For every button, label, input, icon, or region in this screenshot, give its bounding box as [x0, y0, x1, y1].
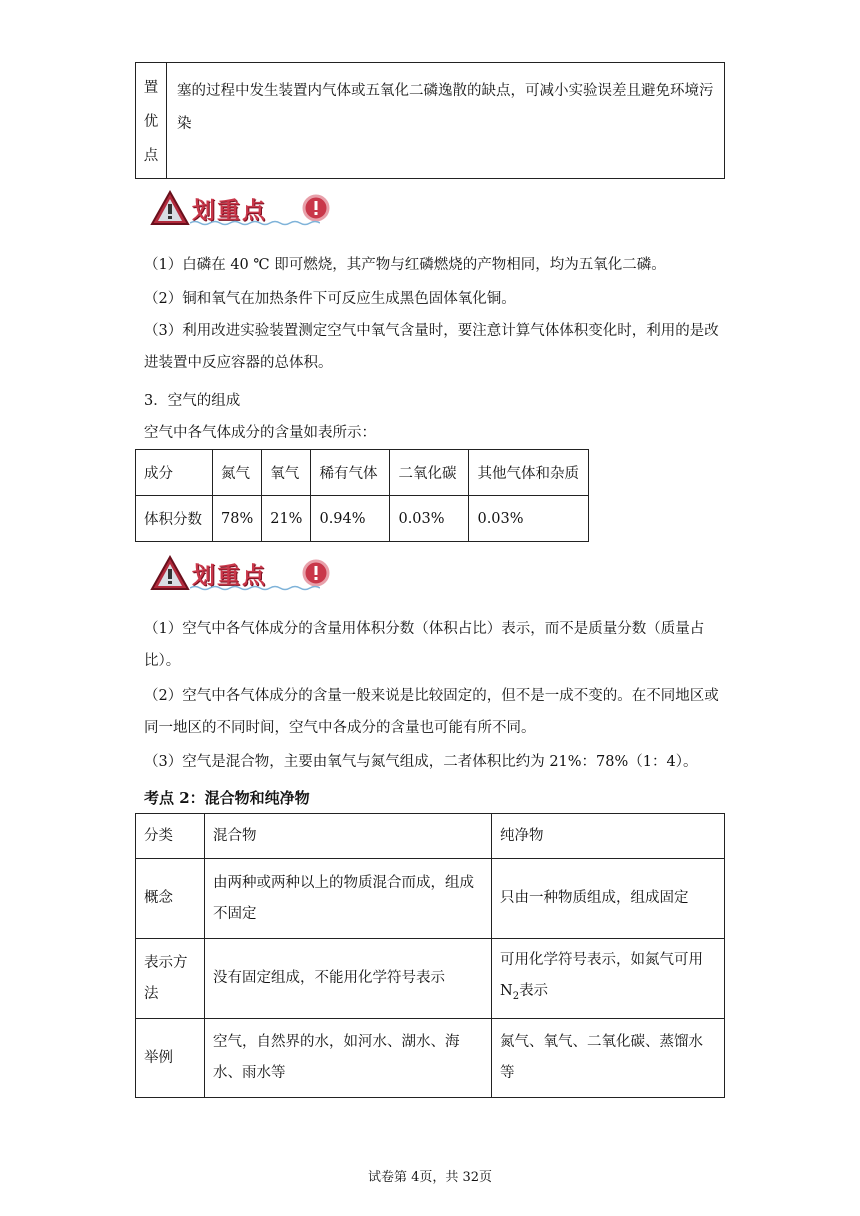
exclamation-icon [302, 559, 330, 587]
composition-table [135, 449, 589, 542]
label-char: 置 [143, 80, 159, 96]
table-row [136, 939, 725, 1019]
table-header: 混合物 [205, 814, 492, 859]
table-row [136, 859, 725, 939]
table-cell: 空气，自然界的水，如河水、湖水、海水、雨水等 [205, 1019, 492, 1098]
table-cell: 0.03% [390, 496, 469, 542]
note-item: （2）空气中各气体成分的含量一般来说是比较固定的，但不是一成不变的。在不同地区或同一地区的不同时间，空气中各成分的含量也可能有所不同。 [144, 688, 719, 736]
table-cell: 举例 [136, 1019, 205, 1098]
table-cell: 0.94% [311, 496, 390, 542]
table-cell: 0.03% [469, 496, 589, 542]
table-header: 分类 [136, 814, 205, 859]
table-cell: 概念 [136, 859, 205, 939]
section-intro: 空气中各气体成分的含量如表所示： [144, 425, 376, 441]
label-char: 优 [143, 114, 159, 130]
table-header: 氧气 [262, 450, 311, 496]
row-content: 塞的过程中发生装置内气体或五氧化二磷逸散的缺点，可减小实验误差且避免环境污染 [167, 63, 725, 179]
page-footer: 试卷第 4页，共 32页 [367, 1170, 493, 1185]
table-cell: 体积分数 [136, 496, 213, 542]
table-header: 纯净物 [492, 814, 725, 859]
table-row [136, 450, 589, 496]
row-label [136, 63, 167, 179]
table-header: 成分 [136, 450, 213, 496]
formula-subscript: 2 [512, 990, 520, 1002]
exclamation-icon [302, 194, 330, 222]
note-item: （3）利用改进实验装置测定空气中氧气含量时，要注意计算气体体积变化时，利用的是改进装置中反应容器的总体积。 [144, 323, 719, 371]
table-header: 其他气体和杂质 [469, 450, 589, 496]
cell-text: 表示 [519, 983, 549, 1000]
table-cell: 只由一种物质组成，组成固定 [492, 859, 725, 939]
table-header: 二氧化碳 [390, 450, 469, 496]
cell-text: 可用化学符号表示，如氮气可用 [500, 952, 703, 969]
banner-title: 划重点 [192, 563, 267, 589]
table-cell [492, 939, 725, 1019]
table-row [136, 814, 725, 859]
table-cell: 由两种或两种以上的物质混合而成，组成不固定 [205, 859, 492, 939]
note-item: （2）铜和氧气在加热条件下可反应生成黑色固体氧化铜。 [144, 291, 516, 307]
table-cell: 78% [213, 496, 262, 542]
wave-underline [190, 585, 320, 591]
key-point-banner [150, 190, 330, 228]
top-table [135, 62, 725, 179]
table-row [136, 1019, 725, 1098]
section-heading: 考点 2：混合物和纯净物 [144, 789, 310, 807]
table-header: 稀有气体 [311, 450, 390, 496]
chemical-formula: N [500, 983, 513, 1000]
mixture-table [135, 813, 725, 1098]
note-item: （1）空气中各气体成分的含量用体积分数（体积占比）表示，而不是质量分数（质量占比）。 [144, 621, 705, 669]
table-cell: 氮气、氧气、二氧化碳、蒸馏水等 [492, 1019, 725, 1098]
table-cell: 表示方法 [136, 939, 205, 1019]
table-cell: 21% [262, 496, 311, 542]
banner-title: 划重点 [192, 198, 267, 224]
section-heading: 3．空气的组成 [144, 393, 241, 409]
table-header: 氮气 [213, 450, 262, 496]
warning-icon [150, 190, 190, 226]
note-item: （3）空气是混合物，主要由氧气与氮气组成，二者体积比约为 21%：78%（1：4）。 [144, 754, 698, 770]
table-row [136, 496, 589, 542]
label-char: 点 [143, 148, 159, 164]
note-item: （1）白磷在 40 ℃ 即可燃烧，其产物与红磷燃烧的产物相同，均为五氧化二磷。 [144, 257, 666, 273]
key-point-banner [150, 555, 330, 593]
table-cell: 没有固定组成，不能用化学符号表示 [205, 939, 492, 1019]
warning-icon [150, 555, 190, 591]
wave-underline [190, 220, 320, 226]
